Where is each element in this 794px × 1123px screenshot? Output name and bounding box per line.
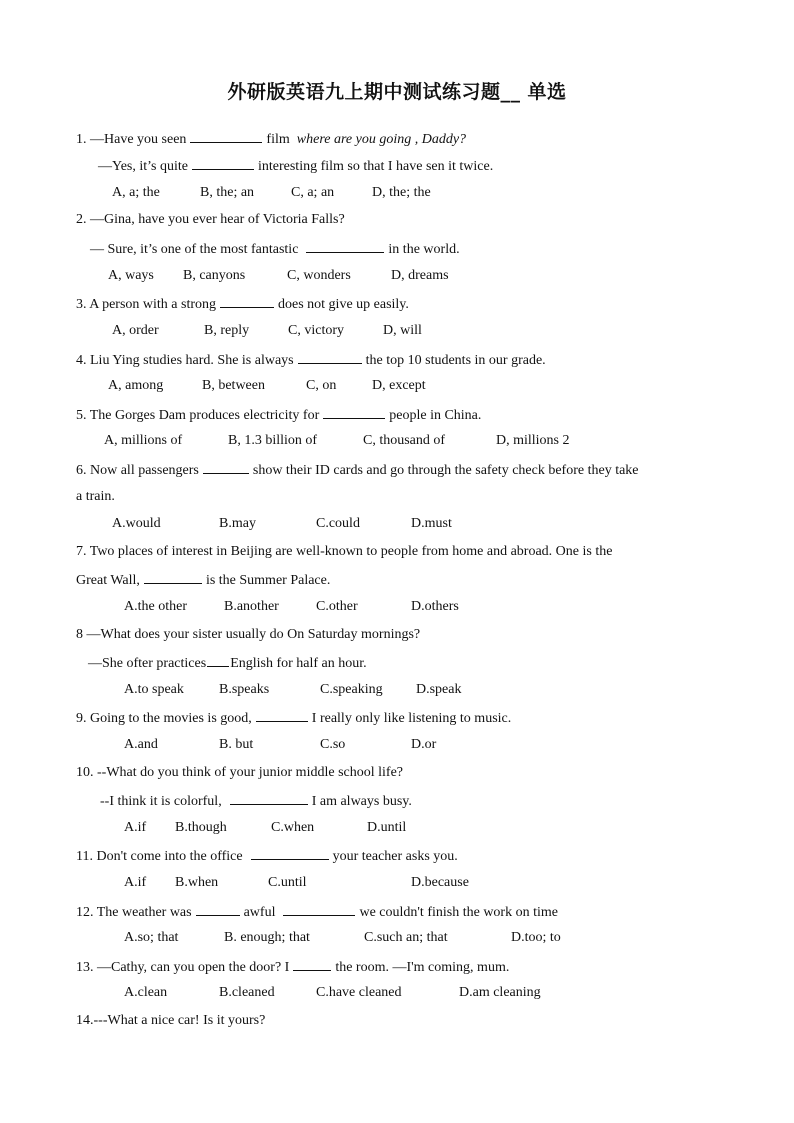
option-a[interactable]: A, millions of (104, 433, 183, 448)
option-c[interactable]: C.other (316, 599, 358, 614)
answer-blank (196, 902, 240, 916)
option-d[interactable]: D.must (411, 516, 452, 531)
question-10-stem (76, 764, 403, 782)
option-c[interactable]: C, victory (288, 323, 344, 338)
option-c[interactable]: C.could (316, 516, 360, 531)
question-8-text: 8 —What does your sister usually do On Saturday mornings? (76, 627, 421, 642)
question-8-stem (76, 626, 420, 644)
option-a[interactable]: A, order (112, 323, 159, 338)
answer-blank (283, 902, 355, 916)
option-c[interactable]: C.such an; that (364, 930, 448, 945)
option-d[interactable]: D, dreams (391, 268, 449, 283)
question-14-text: 14.---What a nice car! Is it yours? (76, 1013, 266, 1028)
option-c[interactable]: C, thousand of (363, 433, 446, 448)
answer-blank (256, 708, 308, 722)
question-12-text-2: awful (243, 905, 276, 920)
option-b[interactable]: B, reply (204, 323, 250, 338)
question-2-stem (76, 211, 345, 229)
question-7-text: 7. Two places of interest in Beijing are well-known to people from home and abroad. One is the (76, 544, 613, 559)
answer-blank (190, 129, 262, 143)
option-c[interactable]: C.speaking (320, 682, 383, 697)
question-10-reply (100, 791, 412, 811)
question-9-text-2: I really only like listening to music. (311, 711, 512, 726)
question-4-text-2: the top 10 students in our grade. (365, 353, 546, 368)
question-8-reply-text: —She ofter practices (88, 656, 207, 671)
option-c[interactable]: C.so (320, 737, 346, 752)
question-1-text-3: where are you going , Daddy? (296, 132, 467, 147)
question-7-text-3: is the Summer Palace. (205, 573, 331, 588)
option-d[interactable]: D.others (411, 599, 459, 614)
option-b[interactable]: B. enough; that (224, 930, 310, 945)
question-13-text-2: the room. —I'm coming, mum. (335, 960, 510, 975)
option-a[interactable]: A.would (112, 516, 161, 531)
answer-blank (230, 791, 308, 805)
answer-blank (251, 846, 329, 860)
question-6-text: 6. Now all passengers (76, 463, 199, 478)
question-1-reply (98, 156, 493, 176)
question-12-text-3: we couldn't finish the work on time (359, 905, 558, 920)
question-4-text: 4. Liu Ying studies hard. She is always (76, 353, 294, 368)
question-1-text: 1. —Have you seen (76, 132, 187, 147)
option-c[interactable]: C.when (271, 820, 315, 835)
option-b[interactable]: B, the; an (200, 185, 255, 200)
option-d[interactable]: D, millions 2 (496, 433, 570, 448)
question-5-stem (76, 405, 481, 425)
question-5-text: 5. The Gorges Dam produces electricity for (76, 408, 320, 423)
question-3-text-2: does not give up easily. (278, 297, 409, 312)
question-13-stem (76, 957, 509, 977)
option-b[interactable]: B, between (202, 378, 265, 393)
option-a[interactable]: A.clean (124, 985, 168, 1000)
question-9-stem (76, 708, 511, 728)
option-d[interactable]: D.or (411, 737, 437, 752)
answer-blank (220, 294, 274, 308)
question-11-stem (76, 846, 458, 866)
question-7-stem-cont (76, 570, 330, 590)
question-6-stem (76, 460, 639, 480)
option-d[interactable]: D, will (383, 323, 422, 338)
question-1-reply-text-2: interesting film so that I have sen it twice. (257, 159, 494, 174)
option-a[interactable]: A.and (124, 737, 158, 752)
answer-blank (323, 405, 385, 419)
question-12-text: 12. The weather was (76, 905, 192, 920)
question-11-text: 11. Don't come into the office (76, 849, 243, 864)
answer-blank (207, 653, 229, 667)
question-2-reply-text-2: in the world. (388, 242, 460, 257)
option-a[interactable]: A.so; that (124, 930, 179, 945)
option-b[interactable]: B, 1.3 billion of (228, 433, 318, 448)
page-title: 外研版英语九上期中测试练习题__ 单选 (227, 81, 567, 103)
question-3-text: 3. A person with a strong (76, 297, 216, 312)
question-7-text-2: Great Wall, (76, 573, 140, 588)
option-a[interactable]: A.if (124, 875, 147, 890)
question-12-stem (76, 902, 558, 922)
option-b[interactable]: B.another (224, 599, 279, 614)
option-d[interactable]: D.because (411, 875, 469, 890)
question-6-text-3: a train. (76, 489, 115, 504)
question-6-stem-cont (76, 488, 115, 506)
option-c[interactable]: C, wonders (287, 268, 351, 283)
question-7-stem (76, 543, 612, 561)
option-b[interactable]: B. but (219, 737, 254, 752)
option-d[interactable]: D, the; the (372, 185, 431, 200)
option-a[interactable]: A.the other (124, 599, 187, 614)
option-c[interactable]: C, on (306, 378, 337, 393)
option-c[interactable]: C.until (268, 875, 307, 890)
option-a[interactable]: A, ways (108, 268, 154, 283)
question-5-text-2: people in China. (389, 408, 482, 423)
question-4-stem (76, 350, 546, 370)
option-d[interactable]: D.until (367, 820, 407, 835)
option-b[interactable]: B.though (175, 820, 227, 835)
question-2-reply (90, 239, 460, 259)
question-6-text-2: show their ID cards and go through the safety check before they take (252, 463, 639, 478)
option-b[interactable]: B.may (219, 516, 256, 531)
option-a[interactable]: A, a; the (112, 185, 160, 200)
question-1-text-2: film (266, 132, 290, 147)
question-13-text: 13. —Cathy, can you open the door? I (76, 960, 290, 975)
question-8-reply (88, 653, 367, 673)
option-c[interactable]: C, a; an (291, 185, 335, 200)
answer-blank (144, 570, 202, 584)
option-d[interactable]: D, except (372, 378, 426, 393)
question-1-reply-text: —Yes, it’s quite (98, 159, 188, 174)
answer-blank (306, 239, 384, 253)
question-11-text-2: your teacher asks you. (332, 849, 458, 864)
option-b[interactable]: B.when (175, 875, 219, 890)
option-b[interactable]: B.speaks (219, 682, 270, 697)
question-10-text: 10. --What do you think of your junior middle school life? (76, 765, 403, 780)
question-14-stem (76, 1012, 265, 1030)
question-8-reply-text-2: English for half an hour. (230, 656, 367, 671)
option-b[interactable]: B.cleaned (219, 985, 275, 1000)
answer-blank (203, 460, 249, 474)
option-d[interactable]: D.speak (416, 682, 462, 697)
question-10-reply-text: --I think it is colorful, (100, 794, 222, 809)
option-d[interactable]: D.too; to (511, 930, 561, 945)
answer-blank (298, 350, 362, 364)
option-a[interactable]: A.if (124, 820, 147, 835)
option-c[interactable]: C.have cleaned (316, 985, 402, 1000)
answer-blank (293, 957, 331, 971)
option-d[interactable]: D.am cleaning (459, 985, 541, 1000)
question-1-stem (76, 129, 466, 149)
option-a[interactable]: A.to speak (124, 682, 184, 697)
option-a[interactable]: A, among (108, 378, 164, 393)
question-9-text: 9. Going to the movies is good, (76, 711, 252, 726)
question-2-text: 2. —Gina, have you ever hear of Victoria Falls? (76, 212, 345, 227)
answer-blank (192, 156, 254, 170)
question-2-reply-text: — Sure, it’s one of the most fantastic (90, 242, 299, 257)
option-b[interactable]: B, canyons (183, 268, 246, 283)
question-10-reply-text-2: I am always busy. (311, 794, 412, 809)
question-3-stem (76, 294, 409, 314)
